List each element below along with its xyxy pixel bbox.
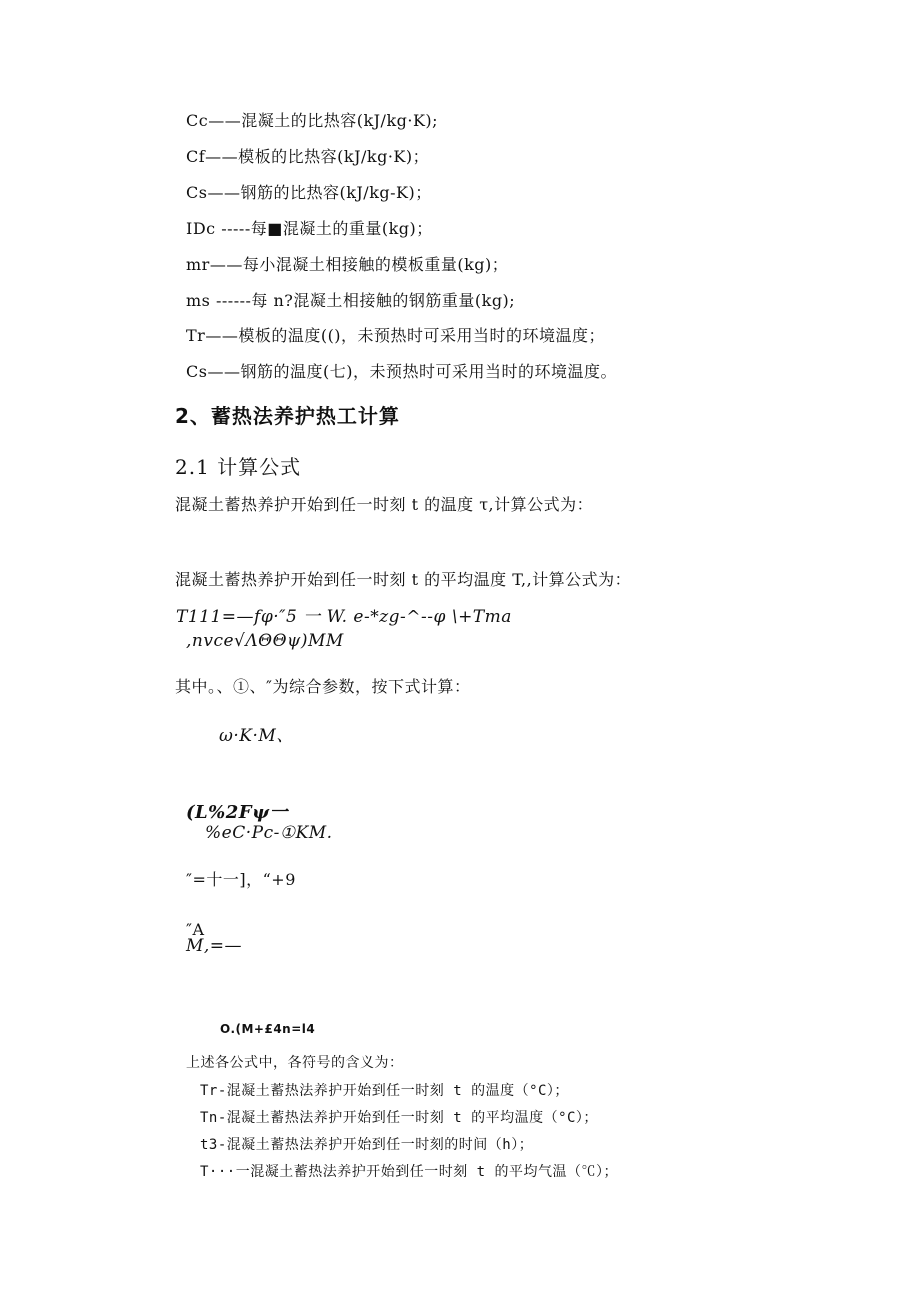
intro-paragraph: 混凝土蓄热养护开始到任一时刻 t 的温度 τ,计算公式为： bbox=[175, 495, 594, 514]
symbol-definition: IDc -----每■混凝土的重量(kg)； bbox=[186, 219, 433, 238]
formula-line: O.(M+£4n=l4 bbox=[220, 1022, 316, 1036]
intro-paragraph: 混凝土蓄热养护开始到任一时刻 t 的平均温度 T,,计算公式为： bbox=[175, 570, 632, 589]
symbol-definition: mr——每小混凝土相接触的模板重量(kg)； bbox=[186, 255, 509, 274]
formula-line: ,nvce√ΛΘΘψ)MM bbox=[186, 631, 344, 651]
section-title: 2、蓄热法养护热工计算 bbox=[175, 404, 400, 428]
subsection-title: 2.1 计算公式 bbox=[175, 455, 302, 479]
formula-line: ω·K·M、 bbox=[219, 726, 294, 746]
symbol-definition: Cc——混凝土的比热容(kJ/kg·K); bbox=[186, 111, 439, 130]
legend-item: T···一混凝土蓄热法养护开始到任一时刻 t 的平均气温（℃）； bbox=[200, 1164, 618, 1180]
formula-line: ″=十一]，“+9 bbox=[186, 870, 296, 889]
legend-item: Tr-混凝土蓄热法养护开始到任一时刻 t 的温度（°C）； bbox=[200, 1083, 569, 1099]
symbol-definition: Cs——钢筋的温度(七)，未预热时可采用当时的环境温度。 bbox=[186, 362, 617, 381]
symbol-definition: ms ------每 n?混凝土相接触的钢筋重量(kg); bbox=[186, 291, 516, 310]
formula-line: ″A bbox=[186, 920, 205, 939]
legend-item: Tn-混凝土蓄热法养护开始到任一时刻 t 的平均温度（°C）； bbox=[200, 1110, 598, 1126]
params-intro: 其中。、①、″为综合参数，按下式计算： bbox=[175, 677, 471, 696]
symbol-definition: Cs——钢筋的比热容(kJ/kg-K)； bbox=[186, 183, 432, 202]
formula-line: (L%2Fψ一 bbox=[186, 802, 289, 823]
symbol-definition: Tr——模板的温度(()，未预热时可采用当时的环境温度； bbox=[186, 326, 606, 345]
symbol-definition: Cf——模板的比热容(kJ/kg·K)； bbox=[186, 147, 430, 166]
formula-line: T111=—fφ·″5 一 W. e-*zg-^--φ \+Tma bbox=[176, 607, 512, 627]
formula-line: %eC·Pc-①KM. bbox=[205, 823, 333, 843]
legend-intro: 上述各公式中，各符号的含义为： bbox=[186, 1055, 404, 1071]
legend-item: t3-混凝土蓄热法养护开始到任一时刻的时间（h）； bbox=[200, 1137, 534, 1153]
formula-line: M,=— bbox=[186, 936, 243, 956]
